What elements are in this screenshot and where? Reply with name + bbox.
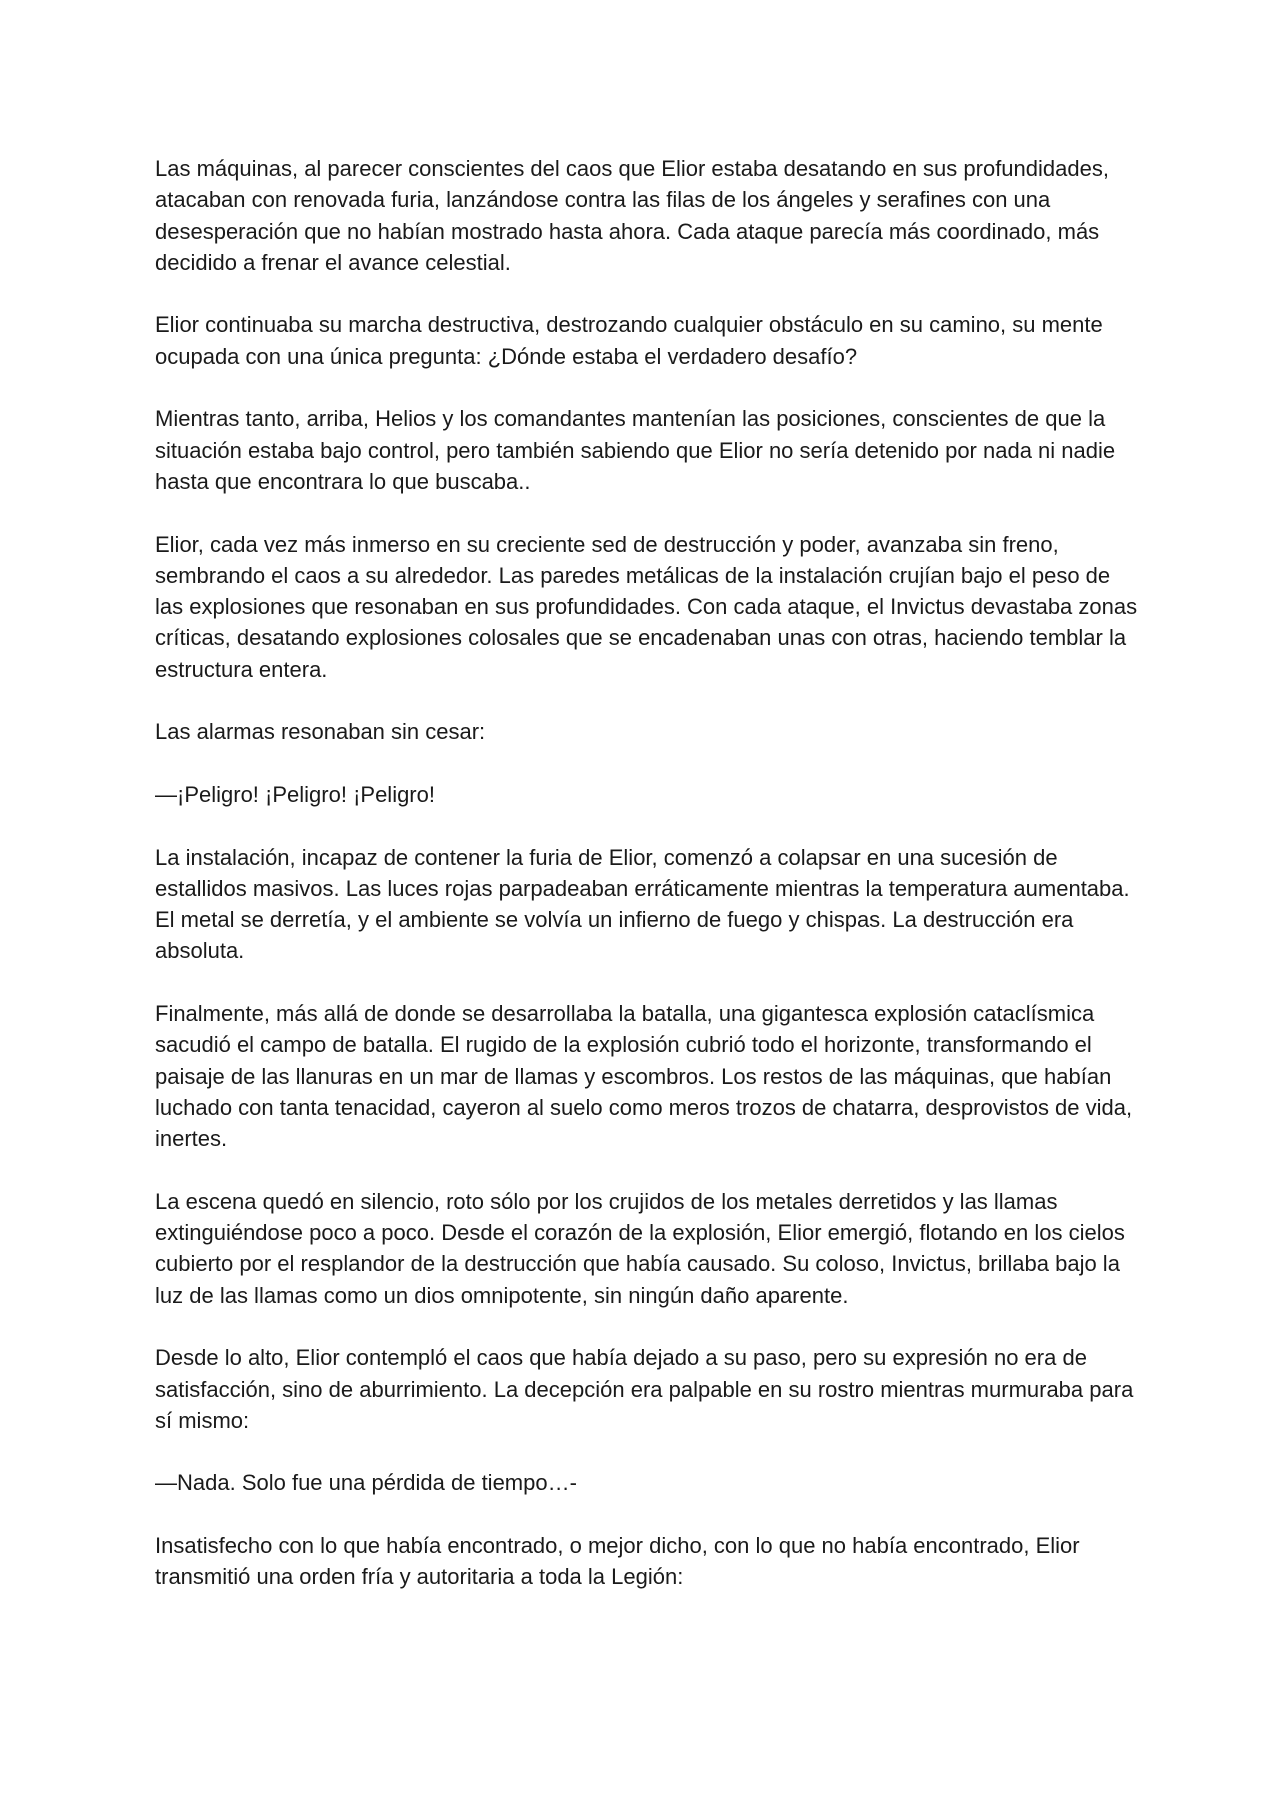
paragraph-12: Insatisfecho con lo que había encontrado, o mejor dicho, con lo que no había encontrado, Elior transmitió una orden fría y autoritaria a toda la Legión: [155,1533,1080,1590]
paragraph-3: Mientras tanto, arriba, Helios y los comandantes mantenían las posiciones, conscientes de que la situación estaba bajo control, pero también sabiendo que Elior no sería detenido por nada ni nadie hasta que encontrara lo que buscaba.. [155,406,1116,494]
paragraph-2: Elior continuaba su marcha destructiva, destrozando cualquier obstáculo en su camino, su mente ocupada con una única pregunta: ¿Dónde estaba el verdadero desafío? [155,312,1103,369]
dialogue-line-1: —¡Peligro! ¡Peligro! ¡Peligro! [155,781,435,807]
paragraph-8: Finalmente, más allá de donde se desarrollaba la batalla, una gigantesca explosión cataclísmica sacudió el campo de batalla. El rugido de la explosión cubrió todo el horizonte, transformando el paisaje de las llanuras en un mar de llamas y escombros. Los restos de las máquinas, que habían luchado con tanta tenacidad, cayeron al suelo como meros trozos de chatarra, desprovistos de vida, inertes. [155,1001,1133,1152]
paragraph-1: Las máquinas, al parecer conscientes del caos que Elior estaba desatando en sus profundidades, atacaban con renovada furia, lanzándose contra las filas de los ángeles y serafines con una desesperación que no habían mostrado hasta ahora. Cada ataque parecía más coordinado, más decidido a frenar el avance celestial. [155,156,1109,275]
paragraph-4: Elior, cada vez más inmerso en su creciente sed de destrucción y poder, avanzaba sin freno, sembrando el caos a su alrededor. Las paredes metálicas de la instalación crujían bajo el peso de las explosiones que resonaban en sus profundidades. Con cada ataque, el Invictus devastaba zonas críticas, desatando explosiones colosales que se encadenaban unas con otras, haciendo temblar la estructura entera. [155,531,1138,682]
dialogue-line-2: —Nada. Solo fue una pérdida de tiempo…- [155,1470,577,1496]
paragraph-9: La escena quedó en silencio, roto sólo por los crujidos de los metales derretidos y las llamas extinguiéndose poco a poco. Desde el corazón de la explosión, Elior emergió, flotando en los cielos cubierto por el resplandor de la destrucción que había causado. Su coloso, Invictus, brillaba bajo la luz de las llamas como un dios omnipotente, sin ningún daño aparente. [155,1188,1125,1308]
paragraph-7: La instalación, incapaz de contener la furia de Elior, comenzó a colapsar en una sucesión de estallidos masivos. Las luces rojas parpadeaban erráticamente mientras la temperatura aumentaba. El metal se derretía, y el ambiente se volvía un infierno de fuego y chispas. La destrucción era absoluta. [155,844,1130,964]
document-body [155,153,1140,1624]
paragraph-10: Desde lo alto, Elior contempló el caos que había dejado a su paso, pero su expresión no era de satisfacción, sino de aburrimiento. La decepción era palpable en su rostro mientras murmuraba para sí mismo: [155,1345,1134,1433]
paragraph-5: Las alarmas resonaban sin cesar: [155,719,486,745]
